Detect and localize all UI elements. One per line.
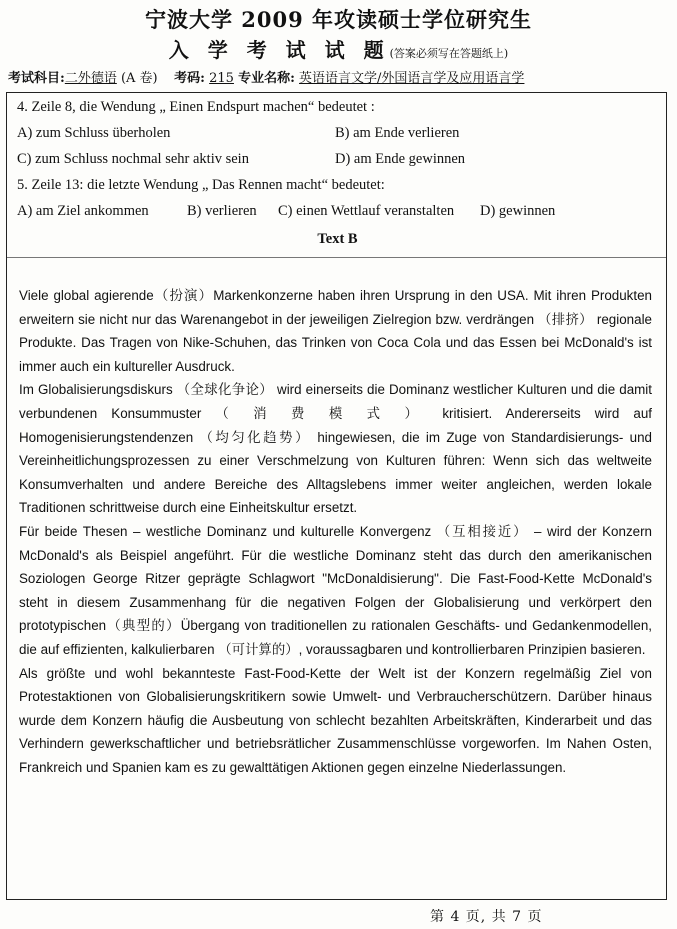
major-value: 英语语言文学/外国语言学及应用语言学 — [299, 71, 525, 86]
q4-option-d: D) am Ende gewinnen — [335, 151, 466, 167]
exam-subtitle — [0, 34, 677, 63]
q5-stem: 5. Zeile 13: die letzte Wendung „ Das Rennen macht“ bedeutet: — [17, 177, 385, 193]
q5-option-c: C) einen Wettlauf veranstalten — [278, 203, 455, 219]
subject-label: 考试科目: — [8, 71, 65, 86]
q4-stem: 4. Zeile 8, die Wendung „ Einen Endspurt machen“ bedeutet : — [17, 99, 375, 115]
exam-info-line — [8, 67, 673, 86]
text-b-paragraph-2: Im Globalisierungsdiskurs （全球化争论） wird einerseits die Dominanz westlicher Kulturen und die damit verbundenen Konsummuster （ 消 费 模 式 ） kritisiert. Andererseits wird auf Homogenisierungstendenzen （均匀化趋势） hingewiesen, die im Zuge von Standardisierungs- und Vereinheitlichungsprozessen zu einer Verschmelzung von Kulturen führen: Wenn sich das weltweite Konsumverhalten und andere Bereiche des Alltagslebens immer weiter angleichen, werden lokale Traditionen schrittweise durch eine Einheitskultur ersetzt. — [19, 382, 652, 516]
question-frame — [6, 92, 667, 900]
q4-option-a: A) zum Schluss überholen — [17, 125, 171, 141]
code-value: 215 — [209, 71, 234, 86]
text-b-paragraph-3: Für beide Thesen – westliche Dominanz und kulturelle Konvergenz （互相接近） – wird der Konzern McDonald's als Beispiel angeführt. Für die westliche Dominanz steht das durch den amerikanischen Soziologen George Ritzer geprägte Schlagwort "McDonaldisierung". Die Fast-Food-Kette McDonald's steht in diesem Zusammenhang für die negativen Folgen der Globalisierung und verkörpert den prototypischen（典型的）Übergang von traditionellen zu rationalen Geschäfts- und Gedankenmodellen, die auf effizienten, kalkulierbaren （可计算的）, voraussagbaren und kontrollierbaren Prinzipien basieren. — [19, 523, 652, 657]
major-label: 专业名称: — [238, 71, 295, 86]
text-b-paragraph-1: Viele global agierende（扮演）Markenkonzerne haben ihren Ursprung in den USA. Mit ihren Produkten erweitern sie nicht nur das Warenangebot in der jeweiligen Zielregion bzw. verdrängen （排挤） regionale Produkte. Das Tragen von Nike-Schuhen, das Trinken von Coca Cola und das Essen bei McDonald's ist immer auch ein kultureller Ausdruck. — [19, 288, 652, 374]
subtitle-note: (答案必须写在答题纸上) — [389, 47, 509, 60]
subject-value: 二外德语 — [64, 71, 117, 86]
text-b-heading: Text B — [317, 231, 358, 247]
paper-version: (A 卷) — [120, 71, 158, 86]
code-label: 考码: — [174, 71, 205, 86]
exam-title: 宁波大学 2009 年攻读硕士学位研究生 — [144, 7, 533, 32]
subtitle-text: 入 学 考 试 试 题 — [168, 38, 390, 62]
q5-option-a: A) am Ziel ankommen — [17, 203, 149, 219]
q5-option-d: D) gewinnen — [480, 203, 556, 219]
text-b-body — [19, 284, 652, 779]
section-divider — [7, 257, 666, 258]
q4-option-b: B) am Ende verlieren — [335, 125, 460, 141]
q5-option-b: B) verlieren — [187, 203, 257, 219]
q4-option-c: C) zum Schluss nochmal sehr aktiv sein — [17, 151, 249, 167]
text-b-paragraph-4: Als größte und wohl bekannteste Fast-Food-Kette der Welt ist der Konzern regelmäßig Ziel von Protestaktionen von Globalisierungskritikern sowie Umwelt- und Verbraucherschützern. Darüber hinaus wurde dem Konzern häufig die Ausbeutung von schlecht bezahlten Arbeitskräften, Kinderarbeit und das Verhindern gewerkschaftlicher und betriebsrätlicher Zusammenschlüsse vorgeworfen. Im Nahen Osten, Frankreich und Spanien kam es zu gewalttätigen Aktionen gegen einzelne Niederlassungen. — [19, 665, 652, 775]
page-number: 第 4 页, 共 7 页 — [430, 909, 543, 925]
